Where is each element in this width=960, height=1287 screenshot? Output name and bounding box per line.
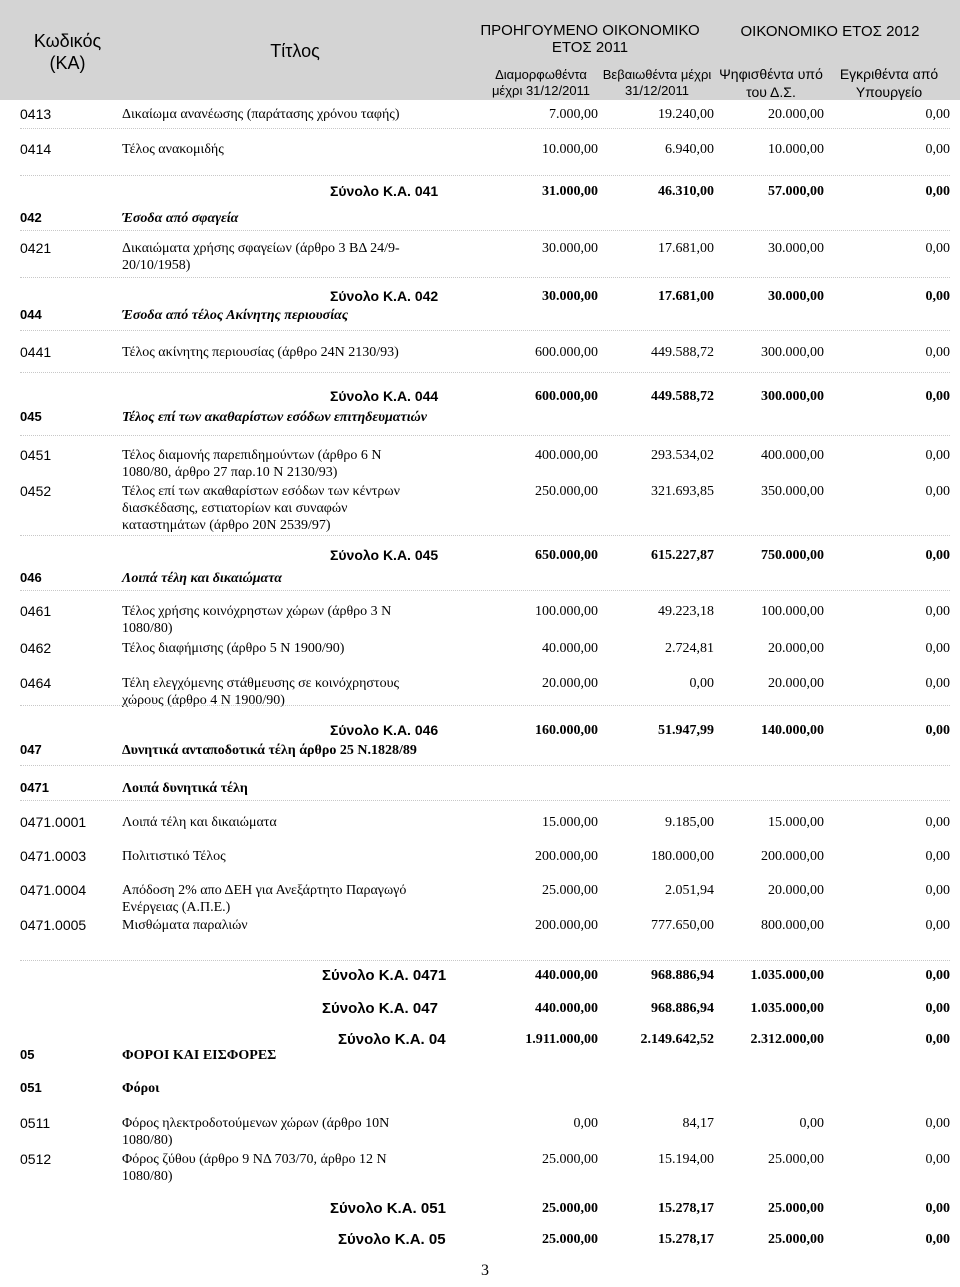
- row-title: Δυνητικά ανταποδοτικά τέλη άρθρο 25 Ν.1828/89: [122, 743, 417, 758]
- row-code: 0511: [20, 1115, 51, 1131]
- amount-cell: 0,00: [925, 345, 950, 360]
- amount-cell: 1.911.000,00: [525, 1032, 598, 1047]
- amount-cell: 9.185,00: [665, 815, 714, 830]
- header-voted: Ψηφισθέντα υπό του Δ.Σ.: [719, 66, 823, 100]
- amount-cell: 0,00: [925, 184, 950, 199]
- row-code: 0471.0004: [20, 882, 87, 898]
- amount-cell: 140.000,00: [761, 723, 824, 738]
- header-curr-year: ΟΙΚΟΝΟΜΙΚΟ ΕΤΟΣ 2012: [740, 23, 920, 40]
- amount-cell: 300.000,00: [761, 389, 824, 404]
- row-code: 0471.0005: [20, 917, 87, 933]
- amount-cell: 30.000,00: [542, 289, 598, 304]
- amount-cell: 0,00: [925, 1201, 950, 1216]
- total-label: Σύνολο Κ.Α. 0471: [322, 967, 447, 984]
- amount-cell: 200.000,00: [761, 849, 824, 864]
- row-code: 0441: [20, 344, 52, 360]
- amount-cell: 440.000,00: [535, 968, 598, 983]
- row-title: Δικαιώματα χρήσης σφαγείων (άρθρο 3 ΒΔ 24/9-20/10/1958): [122, 241, 400, 273]
- amount-cell: 1.035.000,00: [750, 1001, 824, 1016]
- row-code: 0512: [20, 1151, 52, 1167]
- amount-cell: 440.000,00: [535, 1001, 598, 1016]
- amount-cell: 0,00: [925, 548, 950, 563]
- amount-cell: 7.000,00: [549, 107, 598, 122]
- page-number: 3: [481, 1262, 489, 1279]
- row-separator: [20, 960, 950, 961]
- amount-cell: 0,00: [925, 676, 950, 691]
- header-title: Τίτλος: [270, 41, 320, 61]
- row-code: 045: [20, 409, 42, 424]
- row-separator: [20, 230, 950, 231]
- row-title: Τέλος ακίνητης περιουσίας (άρθρο 24Ν 2130/93): [122, 345, 399, 360]
- row-separator: [20, 175, 950, 176]
- amount-cell: 0,00: [925, 107, 950, 122]
- row-title: Λοιπά τέλη και δικαιώματα: [122, 815, 277, 830]
- row-title: Τέλος επί των ακαθαρίστων εσόδων των κέντρων διασκέδασης, εστιατορίων και συναφών καταστημάτων (άρθρο 20Ν 2539/97): [122, 484, 400, 533]
- amount-cell: 0,00: [925, 389, 950, 404]
- header-approved: Εγκριθέντα από Υπουργείο: [839, 66, 939, 100]
- amount-cell: 600.000,00: [535, 345, 598, 360]
- amount-cell: 0,00: [925, 142, 950, 157]
- amount-cell: 968.886,94: [651, 1001, 714, 1016]
- amount-cell: 2.312.000,00: [750, 1032, 824, 1047]
- amount-cell: 0,00: [925, 241, 950, 256]
- amount-cell: 200.000,00: [535, 849, 598, 864]
- amount-cell: 0,00: [573, 1116, 598, 1131]
- amount-cell: 15.000,00: [542, 815, 598, 830]
- row-code: 042: [20, 210, 42, 225]
- amount-cell: 0,00: [925, 883, 950, 898]
- amount-cell: 40.000,00: [542, 641, 598, 656]
- row-code: 0421: [20, 240, 52, 256]
- amount-cell: 25.000,00: [768, 1152, 824, 1167]
- amount-cell: 615.227,87: [651, 548, 714, 563]
- amount-cell: 0,00: [925, 289, 950, 304]
- row-title: Τέλος διαφήμισης (άρθρο 5 Ν 1900/90): [122, 641, 345, 656]
- amount-cell: 350.000,00: [761, 484, 824, 499]
- row-title: Απόδοση 2% απο ΔΕΗ για Ανεξάρτητο Παραγωγό Ενέργειας (Α.Π.Ε.): [122, 883, 407, 915]
- amount-cell: 449.588,72: [651, 389, 714, 404]
- row-code: 0462: [20, 640, 52, 656]
- total-label: Σύνολο Κ.Α. 051: [330, 1200, 446, 1217]
- row-code: 047: [20, 742, 42, 757]
- amount-cell: 30.000,00: [542, 241, 598, 256]
- amount-cell: 0,00: [925, 484, 950, 499]
- row-separator: [20, 535, 950, 536]
- amount-cell: 51.947,99: [658, 723, 714, 738]
- row-code: 051: [20, 1080, 42, 1095]
- amount-cell: 1.035.000,00: [750, 968, 824, 983]
- amount-cell: 777.650,00: [651, 918, 714, 933]
- table-header: [0, 0, 960, 100]
- amount-cell: 20.000,00: [542, 676, 598, 691]
- row-title: Φόροι: [122, 1081, 160, 1096]
- row-separator: [20, 128, 950, 129]
- amount-cell: 0,00: [925, 448, 950, 463]
- row-code: 0471: [20, 780, 49, 795]
- amount-cell: 321.693,85: [651, 484, 714, 499]
- header-formed: Διαμορφωθέντα μέχρι 31/12/2011: [491, 67, 591, 98]
- amount-cell: 0,00: [689, 676, 714, 691]
- row-title: Μισθώματα παραλιών: [122, 918, 248, 933]
- amount-cell: 2.149.642,52: [640, 1032, 714, 1047]
- amount-cell: 57.000,00: [768, 184, 824, 199]
- amount-cell: 17.681,00: [658, 241, 714, 256]
- amount-cell: 10.000,00: [542, 142, 598, 157]
- amount-cell: 25.000,00: [542, 883, 598, 898]
- amount-cell: 2.051,94: [665, 883, 714, 898]
- amount-cell: 160.000,00: [535, 723, 598, 738]
- row-title: Τέλος χρήσης κοινόχρηστων χώρων (άρθρο 3 Ν 1080/80): [122, 604, 392, 636]
- row-separator: [20, 277, 950, 278]
- row-code: 0471.0001: [20, 814, 87, 830]
- amount-cell: 30.000,00: [768, 289, 824, 304]
- amount-cell: 10.000,00: [768, 142, 824, 157]
- total-label: Σύνολο Κ.Α. 046: [330, 722, 439, 738]
- amount-cell: 100.000,00: [535, 604, 598, 619]
- amount-cell: 449.588,72: [651, 345, 714, 360]
- total-label: Σύνολο Κ.Α. 047: [322, 1000, 438, 1017]
- row-title: Έσοδα από σφαγεία: [122, 211, 239, 226]
- row-code: 0413: [20, 106, 52, 122]
- amount-cell: 84,17: [682, 1116, 714, 1131]
- amount-cell: 200.000,00: [535, 918, 598, 933]
- row-code: 0452: [20, 483, 52, 499]
- row-code: 0471.0003: [20, 848, 87, 864]
- amount-cell: 20.000,00: [768, 883, 824, 898]
- row-title: Τέλος επί των ακαθαρίστων εσόδων επιτηδευματιών: [122, 410, 427, 425]
- header-code: Κωδικός (ΚΑ): [33, 31, 102, 73]
- amount-cell: 15.000,00: [768, 815, 824, 830]
- amount-cell: 31.000,00: [542, 184, 598, 199]
- amount-cell: 2.724,81: [665, 641, 714, 656]
- amount-cell: 100.000,00: [761, 604, 824, 619]
- row-code: 0451: [20, 447, 52, 463]
- row-code: 05: [20, 1047, 35, 1062]
- amount-cell: 650.000,00: [535, 548, 598, 563]
- amount-cell: 0,00: [925, 1001, 950, 1016]
- amount-cell: 49.223,18: [658, 604, 714, 619]
- amount-cell: 180.000,00: [651, 849, 714, 864]
- row-code: 0414: [20, 141, 52, 157]
- amount-cell: 0,00: [925, 1116, 950, 1131]
- row-separator: [20, 705, 950, 706]
- row-separator: [20, 800, 950, 801]
- row-title: Λοιπά δυνητικά τέλη: [122, 781, 248, 796]
- row-title: Τέλος ανακομιδής: [122, 142, 224, 157]
- amount-cell: 19.240,00: [658, 107, 714, 122]
- amount-cell: 400.000,00: [761, 448, 824, 463]
- amount-cell: 0,00: [925, 1032, 950, 1047]
- total-label: Σύνολο Κ.Α. 045: [330, 547, 439, 563]
- row-code: 0464: [20, 675, 52, 691]
- amount-cell: 750.000,00: [761, 548, 824, 563]
- amount-cell: 300.000,00: [761, 345, 824, 360]
- header-certified: Βεβαιωθέντα μέχρι 31/12/2011: [602, 67, 712, 98]
- amount-cell: 15.278,17: [658, 1232, 714, 1247]
- amount-cell: 20.000,00: [768, 107, 824, 122]
- amount-cell: 25.000,00: [768, 1232, 824, 1247]
- amount-cell: 968.886,94: [651, 968, 714, 983]
- amount-cell: 600.000,00: [535, 389, 598, 404]
- amount-cell: 0,00: [925, 815, 950, 830]
- row-separator: [20, 435, 950, 436]
- amount-cell: 250.000,00: [535, 484, 598, 499]
- amount-cell: 6.940,00: [665, 142, 714, 157]
- total-label: Σύνολο Κ.Α. 05: [338, 1231, 446, 1248]
- total-label: Σύνολο Κ.Α. 041: [330, 183, 439, 199]
- row-title: Έσοδα από τέλος Ακίνητης περιουσίας: [122, 308, 349, 323]
- amount-cell: 15.194,00: [658, 1152, 714, 1167]
- row-title: Φόρος ζύθου (άρθρο 9 ΝΔ 703/70, άρθρο 12 Ν 1080/80): [122, 1152, 387, 1184]
- amount-cell: 25.000,00: [542, 1152, 598, 1167]
- amount-cell: 17.681,00: [658, 289, 714, 304]
- row-separator: [20, 765, 950, 766]
- amount-cell: 400.000,00: [535, 448, 598, 463]
- row-title: Τέλος διαμονής παρεπιδημούντων (άρθρο 6 Ν 1080/80, άρθρο 27 παρ.10 Ν 2130/93): [122, 448, 382, 480]
- row-title: Φόρος ηλεκτροδοτούμενων χώρων (άρθρο 10Ν 1080/80): [122, 1116, 390, 1148]
- row-separator: [20, 590, 950, 591]
- amount-cell: 0,00: [925, 968, 950, 983]
- amount-cell: 0,00: [799, 1116, 824, 1131]
- total-label: Σύνολο Κ.Α. 044: [330, 388, 439, 404]
- row-separator: [20, 372, 950, 373]
- amount-cell: 46.310,00: [658, 184, 714, 199]
- amount-cell: 0,00: [925, 918, 950, 933]
- amount-cell: 0,00: [925, 641, 950, 656]
- amount-cell: 0,00: [925, 1232, 950, 1247]
- row-code: 044: [20, 307, 42, 322]
- row-title: ΦΟΡΟΙ ΚΑΙ ΕΙΣΦΟΡΕΣ: [122, 1048, 277, 1063]
- amount-cell: 20.000,00: [768, 641, 824, 656]
- amount-cell: 0,00: [925, 604, 950, 619]
- row-code: 046: [20, 570, 42, 585]
- amount-cell: 0,00: [925, 1152, 950, 1167]
- amount-cell: 0,00: [925, 849, 950, 864]
- amount-cell: 25.000,00: [542, 1232, 598, 1247]
- row-title: Λοιπά τέλη και δικαιώματα: [122, 571, 283, 586]
- amount-cell: 0,00: [925, 723, 950, 738]
- amount-cell: 20.000,00: [768, 676, 824, 691]
- row-title: Πολιτιστικό Τέλος: [122, 849, 226, 864]
- total-label: Σύνολο Κ.Α. 04: [338, 1031, 446, 1048]
- row-title: Δικαίωμα ανανέωσης (παράτασης χρόνου ταφής): [122, 107, 400, 122]
- row-code: 0461: [20, 603, 52, 619]
- amount-cell: 25.000,00: [542, 1201, 598, 1216]
- header-prev-year: ΠΡΟΗΓΟΥΜΕΝΟ ΟΙΚΟΝΟΜΙΚΟ ΕΤΟΣ 2011: [480, 22, 700, 56]
- row-separator: [20, 330, 950, 331]
- amount-cell: 25.000,00: [768, 1201, 824, 1216]
- total-label: Σύνολο Κ.Α. 042: [330, 288, 439, 304]
- amount-cell: 800.000,00: [761, 918, 824, 933]
- row-title: Τέλη ελεγχόμενης στάθμευσης σε κοινόχρηστους χώρους (άρθρο 4 Ν 1900/90): [122, 676, 400, 708]
- amount-cell: 30.000,00: [768, 241, 824, 256]
- amount-cell: 15.278,17: [658, 1201, 714, 1216]
- amount-cell: 293.534,02: [651, 448, 714, 463]
